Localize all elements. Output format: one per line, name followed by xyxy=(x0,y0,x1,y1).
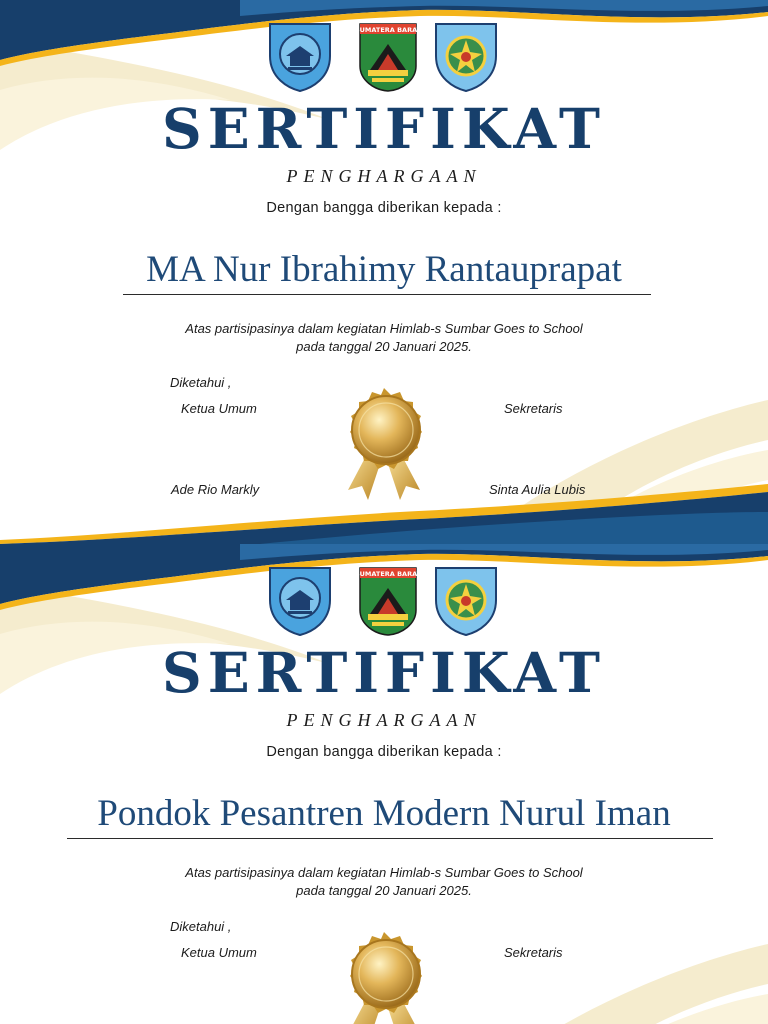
secretary-name: Sinta Aulia Lubis xyxy=(489,482,586,497)
recipient-name: Pondok Pesantren Modern Nurul Iman xyxy=(97,793,671,834)
description-line-1: Atas partisipasinya dalam kegiatan Himlab-s Sumbar Goes to School xyxy=(185,865,583,880)
university-emblem-icon xyxy=(266,20,334,92)
gold-medal-icon xyxy=(334,930,434,1024)
secretary-title: Sekretaris xyxy=(504,401,563,416)
presented-to-text: Dengan bangga diberikan kepada : xyxy=(266,200,502,216)
gold-medal-icon xyxy=(334,386,434,506)
acknowledged-label: Diketahui , xyxy=(170,375,232,390)
description xyxy=(0,864,768,900)
logo-row xyxy=(266,20,500,92)
description-line-2: pada tanggal 20 Januari 2025. xyxy=(296,339,472,354)
chair-name: Ade Rio Markly xyxy=(171,482,260,497)
acknowledged-label: Diketahui , xyxy=(170,919,232,934)
sumatera-barat-crest-icon xyxy=(354,20,422,92)
presented-to-text: Dengan bangga diberikan kepada : xyxy=(266,744,502,760)
logo-row xyxy=(266,564,500,636)
recipient-underline xyxy=(67,838,713,839)
description-line-1: Atas partisipasinya dalam kegiatan Himlab-s Sumbar Goes to School xyxy=(185,321,583,336)
recipient-underline xyxy=(123,294,651,295)
certificate-title: SERTIFIKAT xyxy=(162,96,606,161)
description xyxy=(0,320,768,356)
sumatera-barat-crest-icon xyxy=(354,564,422,636)
certificate-2 xyxy=(0,544,768,1024)
crest-banner-text: SUMATERA BARAT xyxy=(354,570,422,578)
certificate-subtitle: PENGHARGAAN xyxy=(286,166,482,186)
chair-title: Ketua Umum xyxy=(181,945,257,960)
certificate-title: SERTIFIKAT xyxy=(162,640,606,705)
chair-title: Ketua Umum xyxy=(181,401,257,416)
crest-banner-text: SUMATERA BARAT xyxy=(354,26,422,34)
regency-emblem-icon xyxy=(432,564,500,636)
recipient-name: MA Nur Ibrahimy Rantauprapat xyxy=(146,249,622,290)
certificate-subtitle: PENGHARGAAN xyxy=(286,710,482,730)
regency-emblem-icon xyxy=(432,20,500,92)
secretary-title: Sekretaris xyxy=(504,945,563,960)
university-emblem-icon xyxy=(266,564,334,636)
description-line-2: pada tanggal 20 Januari 2025. xyxy=(296,883,472,898)
